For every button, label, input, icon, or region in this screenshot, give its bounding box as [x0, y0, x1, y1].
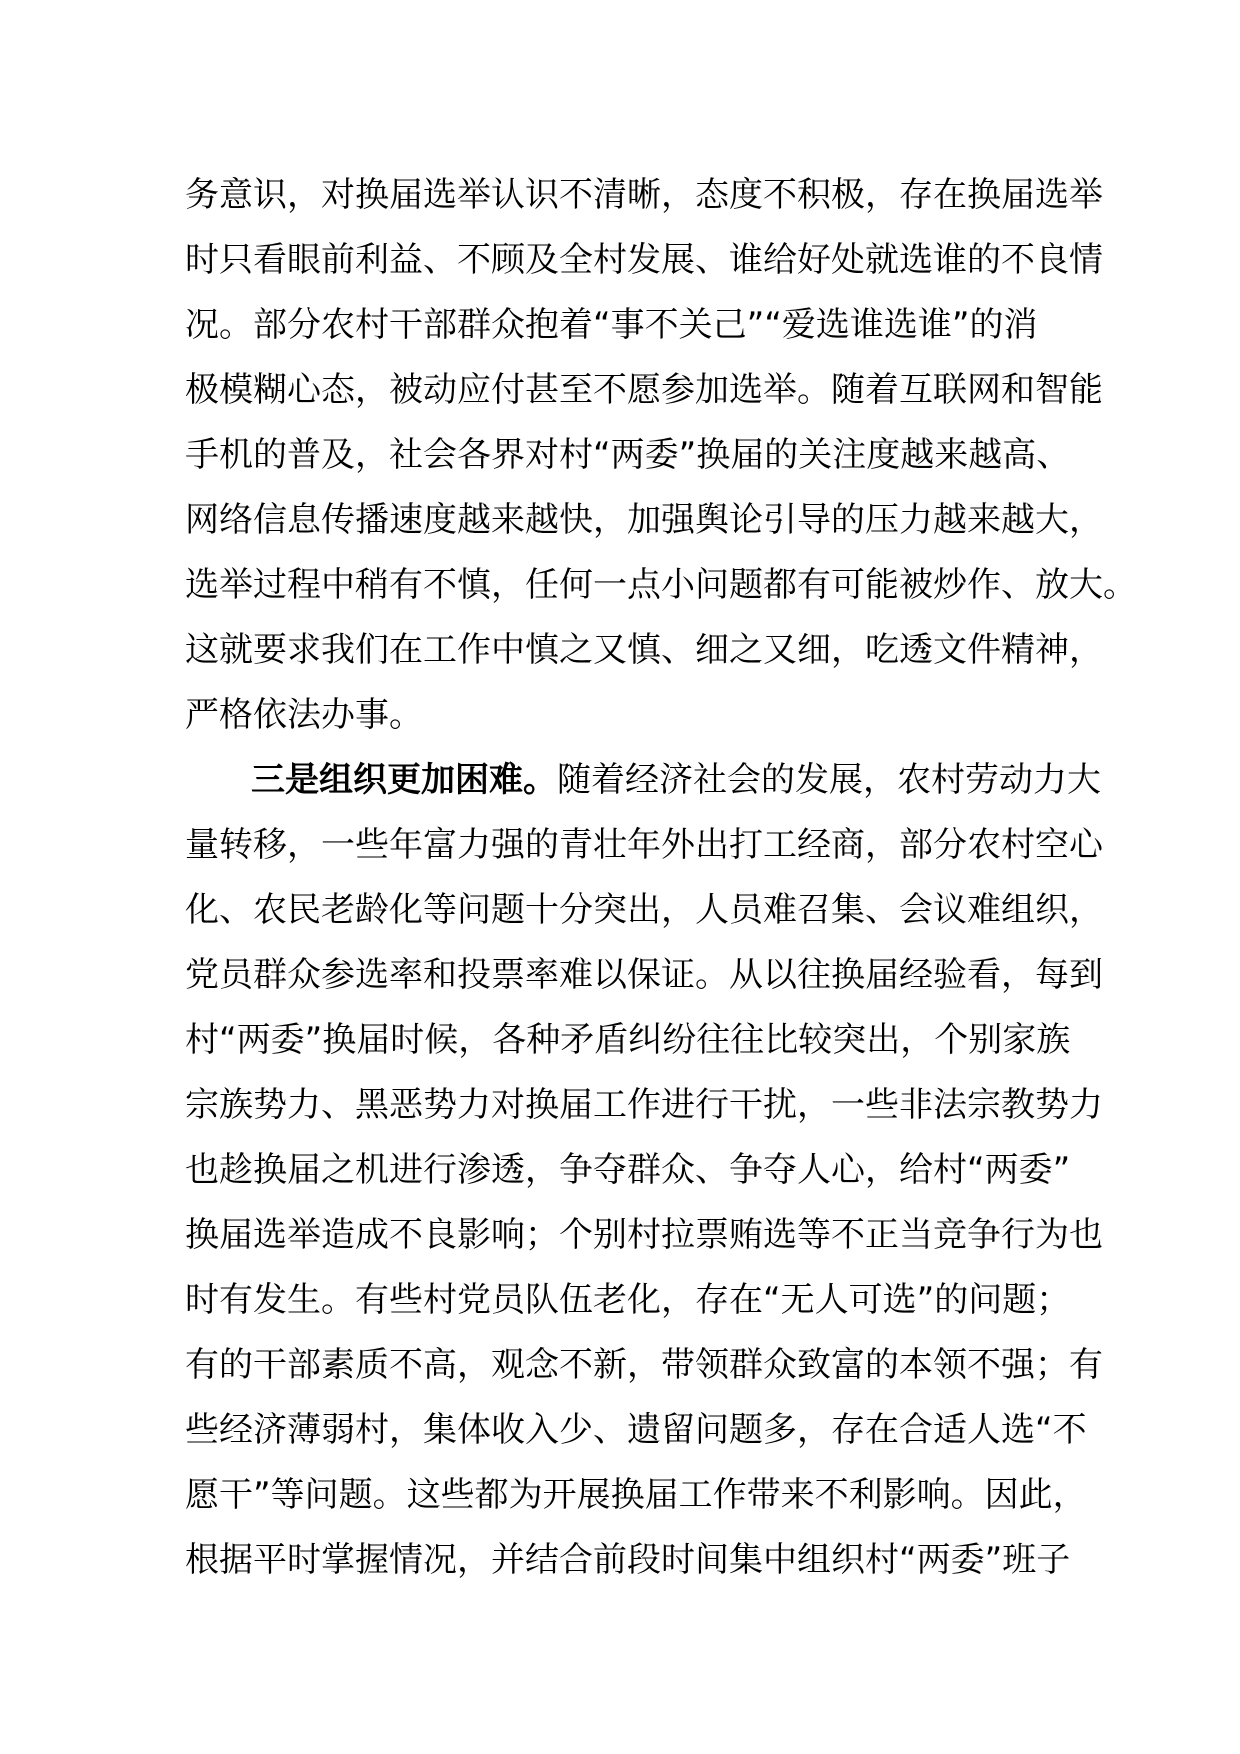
text-line: 严格依法办事。 [185, 695, 423, 735]
text-line: 化、农民老龄化等问题十分突出，人员难召集、会议难组织， [185, 890, 1103, 930]
text-line: 换届选举造成不良影响；个别村拉票贿选等不正当竞争行为也 [185, 1215, 1103, 1255]
text-line: 时只看眼前利益、不顾及全村发展、谁给好处就选谁的不良情 [185, 240, 1103, 280]
paragraph-1 [185, 163, 1137, 748]
text-line: 愿干”等问题。这些都为开展换届工作带来不利影响。因此， [185, 1475, 1087, 1515]
text-line: 这就要求我们在工作中慎之又慎、细之又细，吃透文件精神， [185, 630, 1103, 670]
text-line: 网络信息传播速度越来越快，加强舆论引导的压力越来越大， [185, 500, 1103, 540]
text-run: 随着经济社会的发展，农村劳动力大 [557, 760, 1101, 800]
text-line: 也趁换届之机进行渗透，争夺群众、争夺人心，给村“两委” [185, 1150, 1071, 1190]
text-line: 务意识，对换届选举认识不清晰，态度不积极，存在换届选举 [185, 175, 1103, 215]
text-line: 极模糊心态，被动应付甚至不愿参加选举。随着互联网和智能 [185, 370, 1103, 410]
text-line: 宗族势力、黑恶势力对换届工作进行干扰，一些非法宗教势力 [185, 1085, 1103, 1125]
paragraph-first-line [185, 748, 1101, 813]
text-line: 党员群众参选率和投票率难以保证。从以往换届经验看，每到 [185, 955, 1103, 995]
text-line: 手机的普及，社会各界对村“两委”换届的关注度越来越高、 [185, 435, 1071, 475]
text-line: 有的干部素质不高，观念不新，带领群众致富的本领不强；有 [185, 1345, 1103, 1385]
document-body [185, 163, 1137, 1593]
text-line: 些经济薄弱村，集体收入少、遗留问题多，存在合适人选“不 [185, 1410, 1087, 1450]
text-line: 选举过程中稍有不慎，任何一点小问题都有可能被炒作、放大。 [185, 565, 1137, 605]
text-line: 时有发生。有些村党员队伍老化，存在“无人可选”的问题； [185, 1280, 1071, 1320]
text-line: 况。部分农村干部群众抱着“事不关己”“爱选谁选谁”的消 [185, 305, 1038, 345]
text-line: 村“两委”换届时候，各种矛盾纠纷往往比较突出，个别家族 [185, 1020, 1071, 1060]
text-line: 根据平时掌握情况，并结合前段时间集中组织村“两委”班子 [185, 1540, 1071, 1580]
paragraph-2 [185, 748, 1103, 1593]
text-line: 量转移，一些年富力强的青壮年外出打工经商，部分农村空心 [185, 825, 1103, 865]
paragraph-heading: 三是组织更加困难。 [251, 760, 557, 800]
